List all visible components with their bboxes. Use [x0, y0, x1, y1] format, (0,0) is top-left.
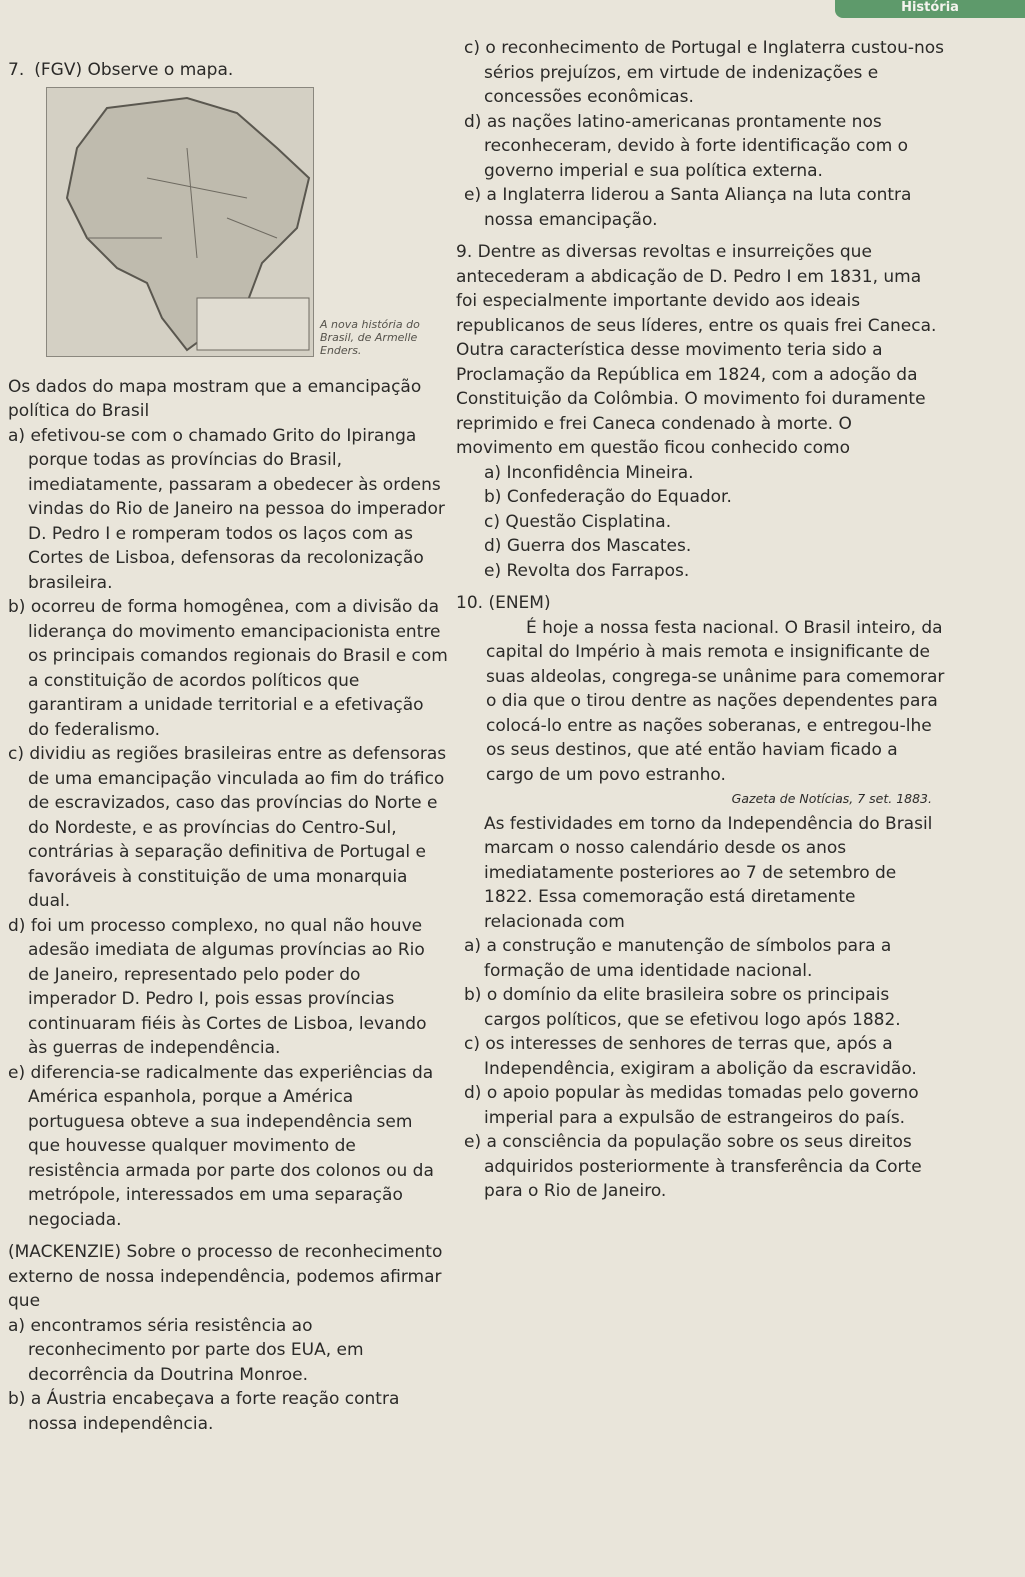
q9-option-c[interactable]: c) Questão Cisplatina.: [484, 511, 672, 532]
question-7-head: [8, 58, 448, 83]
q10-option-b[interactable]: b) o domínio da elite brasileira sobre os principais cargos políticos, que se efetivou logo após 1882.: [464, 985, 901, 1030]
q10-quote: É hoje a nossa festa nacional. O Brasil inteiro, da capital do Império à mais remota e insignificante de suas aldeolas, congrega-se unânime para comemorar o dia que o tirou dentre as nações dependentes para colocá-lo entre as nações soberanas, e entregou-lhe os seus destinos, que até então haviam ficado a cargo de um povo estranho.: [486, 617, 945, 785]
q9-option-a[interactable]: a) Inconfidência Mineira.: [484, 462, 694, 483]
q7-option-b[interactable]: b) ocorreu de forma homogênea, com a divisão da liderança do movimento emancipacionista entre os principais comandos regionais do Brasil e com a constituição de acordos políticos que garantiram a unidade territorial e a efetivação do federalismo.: [8, 597, 448, 740]
question-8-stem: (MACKENZIE) Sobre o processo de reconhecimento externo de nossa independência, podemos afirmar que: [8, 1242, 443, 1311]
left-column: [8, 58, 448, 1436]
q8-option-b[interactable]: b) a Áustria encabeçava a forte reação contra nossa independência.: [8, 1389, 400, 1434]
q7-option-a[interactable]: a) efetivou-se com o chamado Grito do Ipiranga porque todas as províncias do Brasil, imediatamente, passaram a obedecer às ordens vindas do Rio de Janeiro na pessoa do imperador D. Pedro I e romperam todos os laços com as Cortes de Lisboa, defensoras da recolonização brasileira.: [8, 425, 445, 593]
brazil-map-drawing: [47, 88, 314, 357]
question-10-stem: As festividades em torno da Independência do Brasil marcam o nosso calendário desde os anos imediatamente posteriores ao 7 de setembro de 1822. Essa comemoração está diretamente relacionada com: [484, 813, 933, 932]
q8-option-e[interactable]: e) a Inglaterra liderou a Santa Aliança na luta contra nossa emancipação.: [464, 185, 912, 230]
q7-option-d[interactable]: d) foi um processo complexo, no qual não houve adesão imediata de algumas províncias ao Rio de Janeiro, representado pelo poder do imperador D. Pedro I, pois essas províncias continuaram fiéis às Cortes de Lisboa, levando às guerras de independência.: [8, 915, 427, 1058]
q7-option-e[interactable]: e) diferencia-se radicalmente das experiências da América espanhola, porque a América portuguesa obteve a sua independência sem que houvesse qualquer movimento de resistência armada por parte dos colonos ou da metrópole, interessados em uma separação negociada.: [8, 1062, 434, 1230]
q9-option-b[interactable]: b) Confederação do Equador.: [484, 487, 732, 507]
q8-option-c[interactable]: c) o reconhecimento de Portugal e Inglaterra custou-nos sérios prejuízos, em virtude de indenizações e concessões econômicas.: [464, 38, 945, 107]
question-10-head: 10. (ENEM): [456, 593, 551, 613]
section-tab: História: [835, 0, 1025, 18]
map-caption: A nova história do Brasil, de Armelle Enders.: [320, 317, 420, 357]
brazil-map: [46, 87, 314, 357]
question-9-stem: 9. Dentre as diversas revoltas e insurreições que antecederam a abdicação de D. Pedro I em 1831, uma foi especialmente importante devido aos ideais republicanos de seus líderes, entre os quais frei Caneca. Outra característica desse movimento teria sido a Proclamação da República em 1824, com a adoção da Constituição da Colômbia. O movimento foi duramente reprimido e frei Caneca condenado à morte. O movimento em questão ficou conhecido como: [456, 242, 937, 458]
q10-quote-source: Gazeta de Notícias, 7 set. 1883.: [731, 791, 932, 806]
q9-option-d[interactable]: d) Guerra dos Mascates.: [484, 536, 692, 556]
q10-option-e[interactable]: e) a consciência da população sobre os seus direitos adquiridos posteriormente à transferência da Corte para o Rio de Janeiro.: [464, 1132, 922, 1201]
q7-option-c[interactable]: c) dividiu as regiões brasileiras entre as defensoras de uma emancipação vinculada ao fim do tráfico de escravizados, caso das províncias do Norte e do Nordeste, e as províncias do Centro-Sul, contrárias à separação definitiva de Portugal e favoráveis à constituição de uma monarquia dual.: [8, 744, 447, 911]
q10-option-c[interactable]: c) os interesses de senhores de terras que, após a Independência, exigiram a abolição da escravidão.: [464, 1034, 917, 1079]
q8-option-a[interactable]: a) encontramos séria resistência ao reconhecimento por parte dos EUA, em decorrência da Doutrina Monroe.: [8, 1315, 364, 1385]
question-7-stem: Os dados do mapa mostram que a emancipação política do Brasil: [8, 376, 422, 421]
right-column: [456, 36, 946, 1204]
map-figure: [46, 87, 448, 357]
q10-option-d[interactable]: d) o apoio popular às medidas tomadas pelo governo imperial para a expulsão de estrangeiros do país.: [464, 1083, 919, 1128]
q10-option-a[interactable]: a) a construção e manutenção de símbolos para a formação de uma identidade nacional.: [464, 936, 892, 981]
question-number: 7.: [8, 60, 25, 80]
q8-option-d[interactable]: d) as nações latino-americanas prontamente nos reconheceram, devido à forte identificação com o governo imperial e sua política externa.: [464, 111, 909, 181]
q9-option-e[interactable]: e) Revolta dos Farrapos.: [484, 560, 690, 581]
question-source: (FGV) Observe o mapa.: [34, 60, 234, 80]
